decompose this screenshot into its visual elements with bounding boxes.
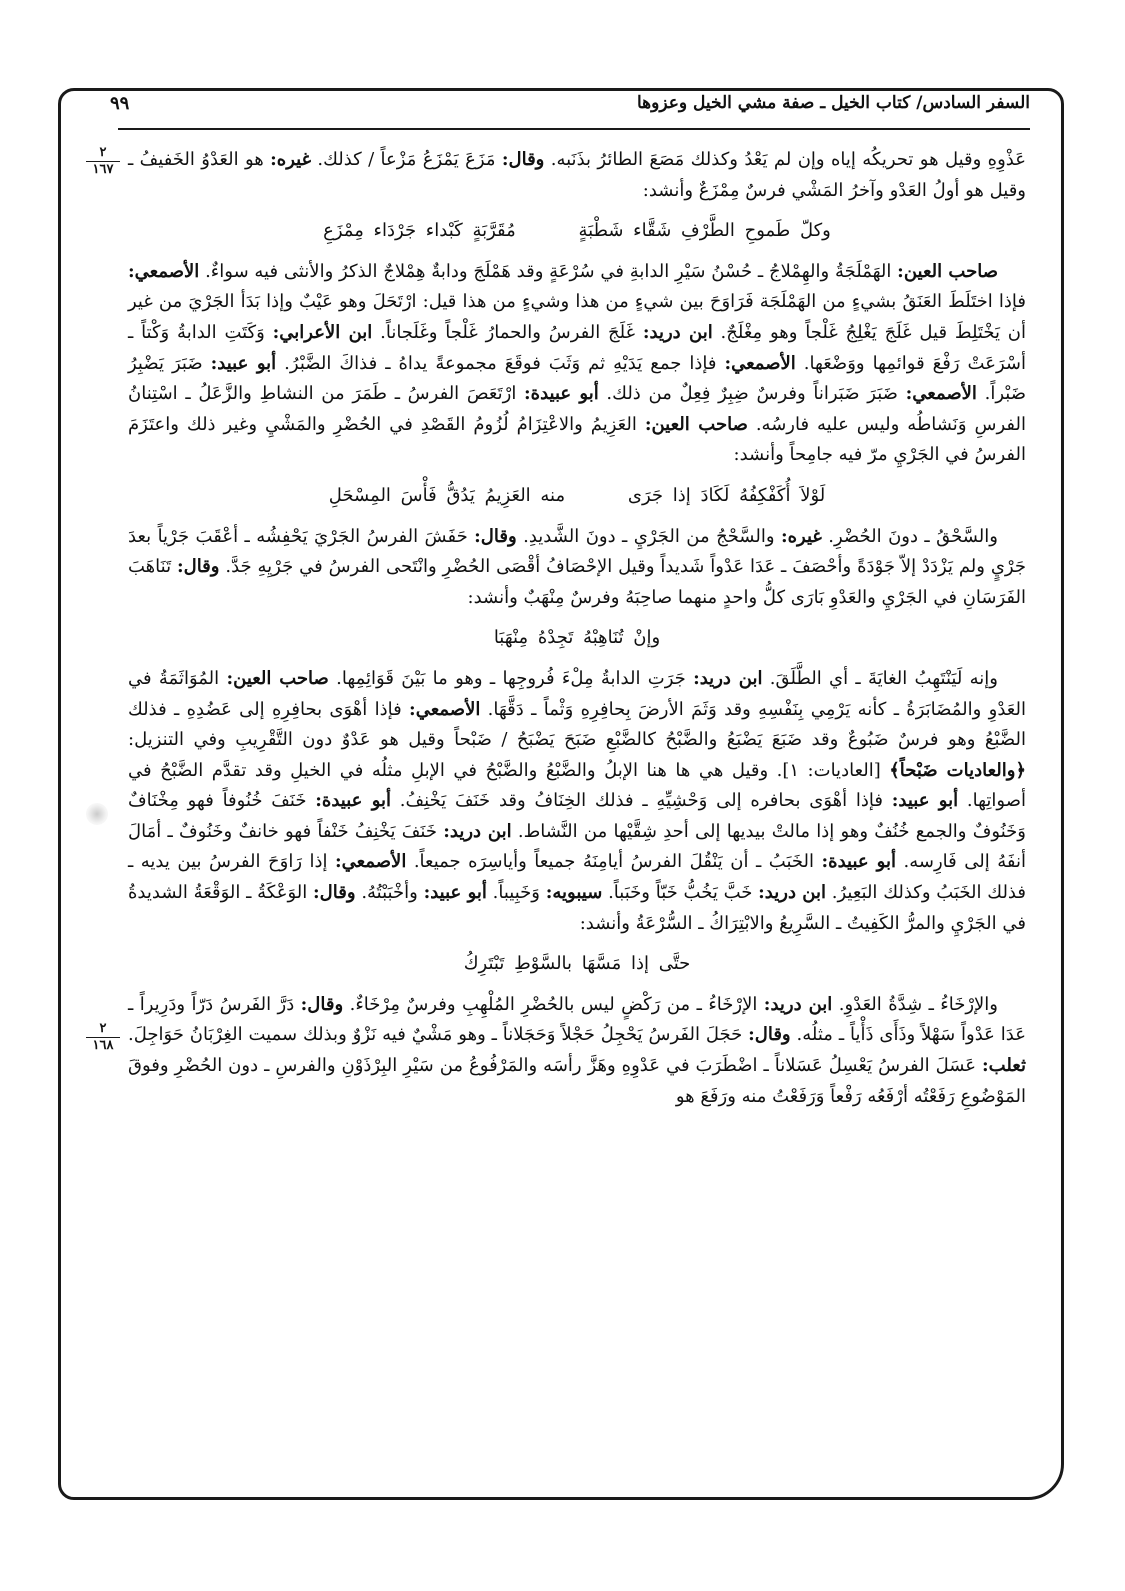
margin-note-bottom: ١٦٧ bbox=[92, 162, 114, 177]
text-run: إذا رَاوَحَ الفرسُ بين يديه ـ فذلك الخَبَبُ وكذلك البَعِيرُ. bbox=[128, 851, 1026, 904]
margin-note-top: ٢ bbox=[86, 1022, 120, 1038]
text-run: حَجَلَ الفَرسُ يَحْجِلُ حَجْلاً وَحَجَلاناً ـ وهو مَشْيٌ فيه نَزْوٌ وبذلك سميت الغِرْبَانُ حَوَاجِلَ. bbox=[128, 1024, 743, 1046]
text-run: خَبَّ يَخُبُّ خَبّاً وخَبَباً. bbox=[608, 882, 753, 904]
source-label: وقال: bbox=[176, 556, 220, 578]
source-label: ابن دريد: bbox=[758, 882, 826, 904]
verse bbox=[128, 623, 1026, 654]
text-run: الخَبَبُ ـ أن يَنْقُلَ الفرسُ أيامِنَهُ جميعاً وأياسِرَه جميعاً. bbox=[413, 851, 814, 873]
source-label: الأصمعي: bbox=[128, 260, 200, 282]
paragraph bbox=[128, 522, 1026, 614]
source-label: أبو عبيد: bbox=[210, 352, 277, 374]
text-run: والسَّحْجُ من الجَرْيِ ـ دونَ الشَّديدِ. bbox=[523, 525, 775, 547]
margin-note-folio bbox=[86, 1022, 120, 1053]
source-label: وقال: bbox=[300, 993, 344, 1015]
source-label: ابن الأعرابي: bbox=[272, 321, 373, 343]
text-run: عَسَلَ الفرسُ يَعْسِلُ عَسَلاناً ـ اضْطَرَبَ في عَدْوِهِ وهَزَّ رأسَه والمَرْفُوعُ من سَيْرِ البِرْذَوْنِ والفرسِ ـ دون الحُضْرِ وفوقَ المَوْضُوعِ رَفَعْتُه أرْفَعُه رَفْعاً وَرَفَعْتُ منه ورَفَعَ هو bbox=[128, 1055, 1026, 1107]
text-run: هو العَدْوُ الخَفيفُ ـ وقيل هو أولُ العَدْو وآخرُ المَشْي فرسٌ مِمْزَعٌ وأنشد: bbox=[128, 149, 1026, 201]
text-run: حَفَشَ الفرسُ الجَرْيَ يَحْفِشُه ـ أعْقَبَ جَرْياً بعدَ جَرْيٍ ولم يَزْدَدْ إلاّ جَوْدَةً وأحْصَفَ ـ عَدَا عَدْواً شَديداً وقيل الإحْصَافُ أقْصَى الحُضْرِ وانْتَحى الفرسُ في جَرْيِهِ جَدَّ. bbox=[128, 525, 1026, 578]
page-header bbox=[100, 86, 1030, 120]
text-run: الإرْخَاءُ ـ من رَكْضٍ ليس بالحُضْرِ المُلْهِبِ وفرسٌ مِرْخَاءٌ. bbox=[349, 993, 758, 1015]
verse-hemistich: لَوْلاَ أُكَفْكِفُهُ لَكَادَ إذا جَرَى bbox=[627, 484, 826, 506]
text-run: عَذْوِهِ وقيل هو تحريكُه إياه وإن لم يَعْدُ وكذلك مَصَعَ الطائرُ بذَنَبه. bbox=[550, 149, 1026, 170]
margin-note-folio bbox=[86, 146, 120, 177]
text-run: ضَبَرَ ضَبَراناً وفرسٌ ضِبِرٌ فِعِلٌ من ذلك. bbox=[606, 383, 898, 405]
text-run: فإذا اختَلَطَ العَنَقُ بشيءٍ من الهَمْلَجَة فَرَاوَحَ بين شيءٍ من هذا وشيءٍ من هذا قيل: ارْتَحَلَ وهو عَيْبٌ وإذا بَدَأ الجَرْيَ من غير أن يَخْتَلِطَ قيل غَلَجَ يَغْلِجُ غَلْجاً وهو مِغْلَجٌ. bbox=[128, 291, 1026, 343]
verse bbox=[128, 481, 1026, 512]
source-label: الأصمعي: bbox=[335, 851, 407, 873]
source-label: الأصمعي: bbox=[905, 383, 977, 405]
text-run: مَزَعَ يَمْزَعُ مَزْعاً / كذلك. bbox=[317, 149, 496, 170]
source-label: وقال: bbox=[474, 525, 517, 547]
verse-hemistich: مُقَرَّبَةٍ كَبْداء جَرْدَاء مِمْزَعِ bbox=[323, 220, 516, 242]
source-label: غيره: bbox=[780, 525, 822, 547]
paragraph bbox=[128, 990, 1026, 1112]
source-label: وقال: bbox=[501, 149, 545, 170]
text-run: [العاديات: ١]. وقيل هي ها هنا الإبلُ والضَّبْعُ والضَّبْحُ في الإبلِ مثلُه في الخيلِ وقد تقدَّم الضَّبْحُ في أصواتِها. bbox=[128, 759, 1026, 812]
text-run: والسَّحْقُ ـ دونَ الحُضْرِ. bbox=[828, 525, 998, 547]
text-run: وَكَتَتِ الدابةُ وَكْتاً ـ أسْرَعَتْ رَفْعَ قوائمِها ووَضْعَها. bbox=[128, 321, 1026, 374]
verse-hemistich: وإنْ تُنَاهِبْهُ تَجِدْهُ مِنْهَبَا bbox=[493, 627, 661, 649]
text-run: فإذا أهْوَى بحافِرِهِ إلى عَضُدِهِ ـ فذلك الضَّبْعُ وهو فرسٌ ضَبُوعٌ وقد ضَبَعَ يَضْبَعُ والضَّبْحُ كالضَّبْعِ ضَبَحَ يَضْبَحُ / ضَبْحاً وقيل هو عَدْوٌ دون التَّقْرِيبِ وفي التنزيل: bbox=[128, 698, 1026, 751]
text-run: فإذا جمع يَدَيْهِ ثم وَثَبَ فوقَعَ مجموعةً يداهُ ـ فذاكَ الضَّبْرُ. bbox=[284, 352, 717, 374]
source-label: أبو عبيدة: bbox=[315, 790, 392, 812]
verse-hemistich: منه العَزِيمُ يَدُقُّ فَأْسَ المِسْحَلِ bbox=[328, 484, 566, 506]
source-label: أبو عبيدة: bbox=[821, 851, 896, 873]
source-label: وقال: bbox=[313, 882, 356, 904]
source-label: ابن دريد: bbox=[642, 321, 713, 343]
margin-note-top: ٢ bbox=[86, 146, 120, 162]
source-label: صاحب العين: bbox=[226, 667, 329, 689]
verse-hemistich: حتَّى إذا مَسَّهَا بالسَّوْطِ تَبْتَرِكُ bbox=[463, 953, 691, 975]
verse bbox=[128, 216, 1026, 247]
quran-citation: ﴿والعاديات ضَبْحاً﴾ bbox=[889, 759, 1026, 781]
source-label: ابن دريد: bbox=[763, 993, 833, 1015]
source-label: الأصمعي: bbox=[409, 698, 481, 720]
text-run: وإنه لَيَنْتَهِبُ الغايَةَ ـ أي الطَّلَقَ. bbox=[769, 667, 998, 689]
source-label: صاحب العين: bbox=[644, 413, 748, 435]
source-label: وقال: bbox=[748, 1024, 791, 1046]
header-rule bbox=[118, 128, 1030, 130]
text-run: وَخَبِيباً. bbox=[492, 882, 540, 904]
text-run: الهَمْلَجَةُ والهِمْلاجُ ـ حُسْنُ سَيْرِ الدابةِ في سُرْعَةٍ وقد هَمْلَجَ ودابةٌ هِمْلاجٌ الذكرُ والأنثى فيه سواءٌ. bbox=[205, 260, 892, 282]
source-label: ابن دريد: bbox=[443, 820, 512, 842]
source-label: الأصمعي: bbox=[724, 352, 796, 374]
text-run: والإرْخَاءُ ـ شِدَّةُ العَدْوِ. bbox=[838, 993, 998, 1015]
source-label: غيره: bbox=[270, 149, 311, 170]
text-run: العَزِيمُ والاعْتِزَامُ لُزُومُ القَصْدِ في الحُضْرِ والمَشْيِ وغير ذلك واعتَزَمَ الفرسُ في الجَرْيِ مرّ فيه جامِحاً وأنشد: bbox=[128, 413, 1026, 466]
text-run: دَرَّ الفَرسُ دَرّاً ودَرِيراً ـ عَدَا عَدْواً سَهْلاً وذَأَى ذَأْياً ـ مثلُه. bbox=[128, 993, 1026, 1046]
source-label: أبو عبيد: bbox=[423, 882, 487, 904]
verse-hemistich: وكلّ طَموحِ الطَّرْفِ شَقَّاء شَطْبَةٍ bbox=[578, 220, 831, 242]
running-title: السفر السادس/ كتاب الخيل ـ صفة مشي الخيل وعزوها bbox=[636, 93, 1030, 113]
text-run: غَلَجَ الفرسُ والحمارُ غَلْجاً وغَلَجاناً. bbox=[380, 321, 636, 343]
main-text bbox=[128, 145, 1026, 1112]
source-label: سيبويه: bbox=[545, 882, 603, 904]
source-label: أبو عبيد: bbox=[891, 790, 959, 812]
text-run: فإذا أهْوَى بحافره إلى وَحْشِيِّهِ ـ فذلك الخِنَافُ وقد خَنَفَ يَخْنِفُ. bbox=[399, 790, 883, 812]
source-label: ابن دريد: bbox=[693, 667, 763, 689]
source-label: صاحب العين: bbox=[897, 260, 999, 282]
text-run: ارْتَعَصَ الفرسُ ـ طَمَرَ من النشاطِ والزَّعَلُ ـ اسْتِنانُ الفرسِ وَنَشاطُه وليس عليه فارسُه. bbox=[128, 383, 1026, 435]
page-number: ٩٩ bbox=[110, 92, 130, 114]
paragraph bbox=[128, 664, 1026, 939]
source-label: ثعلب: bbox=[982, 1055, 1026, 1077]
paragraph bbox=[128, 257, 1026, 471]
paragraph bbox=[128, 145, 1026, 206]
text-run: جَرَتِ الدابةُ مِلْءَ فُروجِها ـ وهو ما بَيْنَ قَوَائِمِها. bbox=[336, 667, 686, 689]
text-run: وأخْبَبْتُهُ. bbox=[361, 882, 418, 904]
text-run: خَنَفَ خُنُوفاً فهو مِخْنَافٌ وَخَنُوفٌ والجمع خُنُفٌ وهو إذا مالتْ بيديها إلى أحدِ شِقَّيْها من النَّشاط. bbox=[128, 790, 1026, 842]
source-label: أبو عبيدة: bbox=[524, 383, 599, 405]
verse bbox=[128, 949, 1026, 980]
margin-note-bottom: ١٦٨ bbox=[92, 1038, 114, 1053]
text-run: خَنَفَ يَخْنِفُ خَنْفاً فهو خانفٌ وخَنُوفٌ ـ أمَالَ أنفَهُ إلى فَارِسه. bbox=[128, 820, 1026, 873]
text-run: تَنَاهَبَ الفَرَسَانِ في الجَرْيِ والعَدْوِ بَارَى كلُّ واحدٍ منهما صاحِبَهُ وفرسٌ مِنْهَبٌ وأنشد: bbox=[128, 556, 1026, 608]
text-run: المُوَاثَمَةُ في العَدْوِ والمُضَابَرَةُ ـ كأنه يَرْمِي بِنَفْسِهِ وقد وَثَمَ الأرضَ بِحافِرِهِ وَثْماً ـ دَقَّهَا. bbox=[128, 667, 1026, 720]
text-run: ضَبَرَ يَضْبِرُ ضَبْراً. bbox=[128, 352, 1026, 405]
scan-speck bbox=[86, 803, 108, 825]
text-run: الوَعْكَةُ ـ الوَقْعَةُ الشديدةُ في الجَرْيِ والمرُّ الكَفِيتُ ـ السَّرِيعُ والابْتِرَاكُ ـ السُّرْعَةُ وأنشد: bbox=[128, 882, 1026, 934]
